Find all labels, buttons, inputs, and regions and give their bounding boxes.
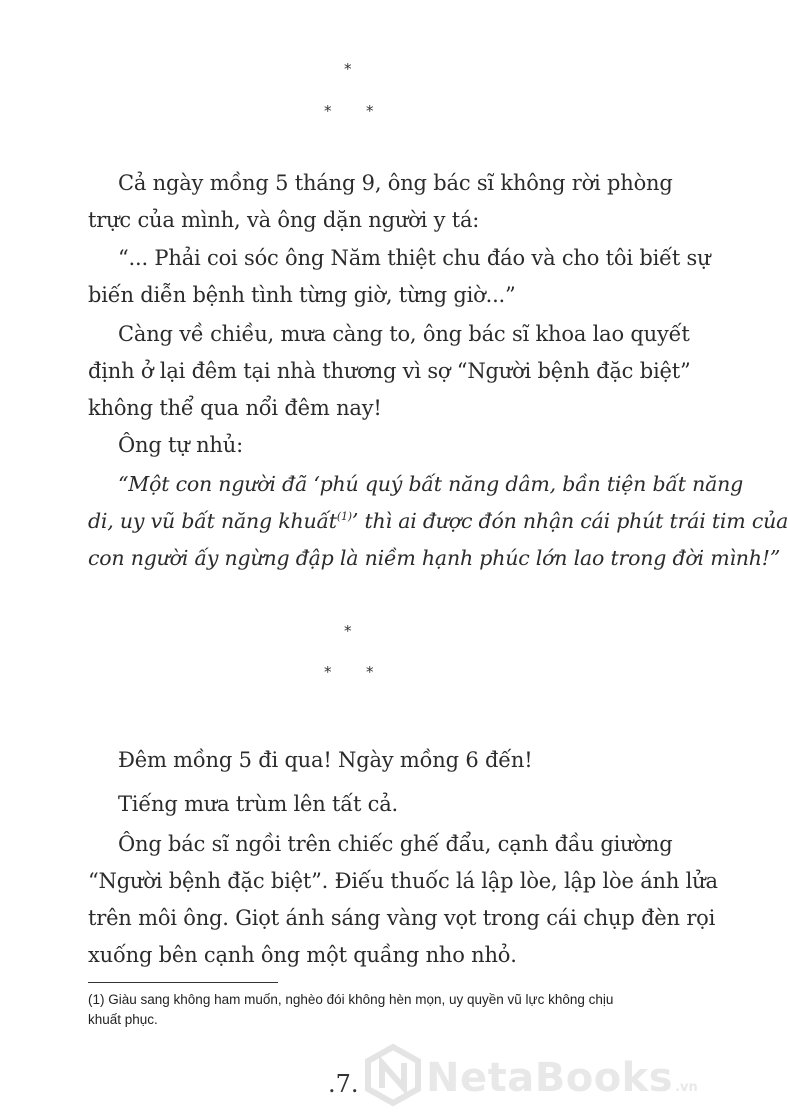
text-line xyxy=(88,503,788,540)
separator-star: * xyxy=(344,60,352,78)
text-line: biến diễn bệnh tình từng giờ, từng giờ...” xyxy=(88,283,516,307)
footnote xyxy=(88,990,658,1030)
paragraph xyxy=(88,742,654,779)
quote-paragraph xyxy=(88,466,788,577)
text-line: Đêm mồng 5 đi qua! Ngày mồng 6 đến! xyxy=(118,748,533,772)
footnote-reference: (1) xyxy=(336,510,352,524)
text-line: Ông bác sĩ ngồi trên chiếc ghế đẩu, cạnh đầu giường xyxy=(118,832,673,856)
separator-star: * xyxy=(324,663,332,681)
text-line: “Người bệnh đặc biệt”. Điếu thuốc lá lập lòe, lập lòe ánh lửa xyxy=(88,869,718,893)
footnote-line: khuất phục. xyxy=(88,1012,158,1027)
text-line: Tiếng mưa trùm lên tất cả. xyxy=(118,792,399,816)
page-number: .7. xyxy=(328,1070,359,1098)
text-line: trên môi ông. Giọt ánh sáng vàng vọt trong cái chụp đèn rọi xyxy=(88,906,716,930)
text-line: trực của mình, và ông dặn người y tá: xyxy=(88,208,480,232)
footnote-line: (1) Giàu sang không ham muốn, nghèo đói không hèn mọn, uy quyền vũ lực không chịu xyxy=(88,992,614,1007)
separator-star: * xyxy=(366,102,374,120)
paragraph xyxy=(88,316,691,427)
paragraph xyxy=(88,240,711,314)
text-line: xuống bên cạnh ông một quầng nho nhỏ. xyxy=(88,943,517,967)
footnote-divider xyxy=(88,982,278,983)
text-line: Cả ngày mồng 5 tháng 9, ông bác sĩ không rời phòng xyxy=(118,171,673,195)
text-line: Ông tự nhủ: xyxy=(118,433,243,457)
separator-star: * xyxy=(324,102,332,120)
separator-star: * xyxy=(344,622,352,640)
text-line: định ở lại đêm tại nhà thương vì sợ “Người bệnh đặc biệt” xyxy=(88,359,691,383)
quote-text: ’ thì ai được đón nhận cái phút trái tim của xyxy=(351,509,788,533)
paragraph xyxy=(88,427,654,464)
text-line: không thể qua nổi đêm nay! xyxy=(88,396,382,420)
watermark-brand: NetaBooks xyxy=(426,1055,674,1101)
paragraph xyxy=(88,786,654,823)
netabooks-logo-icon xyxy=(362,1044,424,1106)
text-line: Càng về chiều, mưa càng to, ông bác sĩ khoa lao quyết xyxy=(118,322,690,346)
separator-star: * xyxy=(366,663,374,681)
watermark xyxy=(362,1044,698,1106)
quote-text: di, uy vũ bất năng khuất xyxy=(88,509,337,533)
paragraph xyxy=(88,165,673,239)
paragraph xyxy=(88,826,718,974)
text-line: con người ấy ngừng đập là niềm hạnh phúc lớn lao trong đời mình!” xyxy=(88,546,781,570)
watermark-suffix: .vn xyxy=(675,1080,698,1095)
text-line: “Một con người đã ‘phú quý bất năng dâm, bần tiện bất năng xyxy=(118,472,744,496)
text-line: “... Phải coi sóc ông Năm thiệt chu đáo và cho tôi biết sự xyxy=(118,246,711,270)
